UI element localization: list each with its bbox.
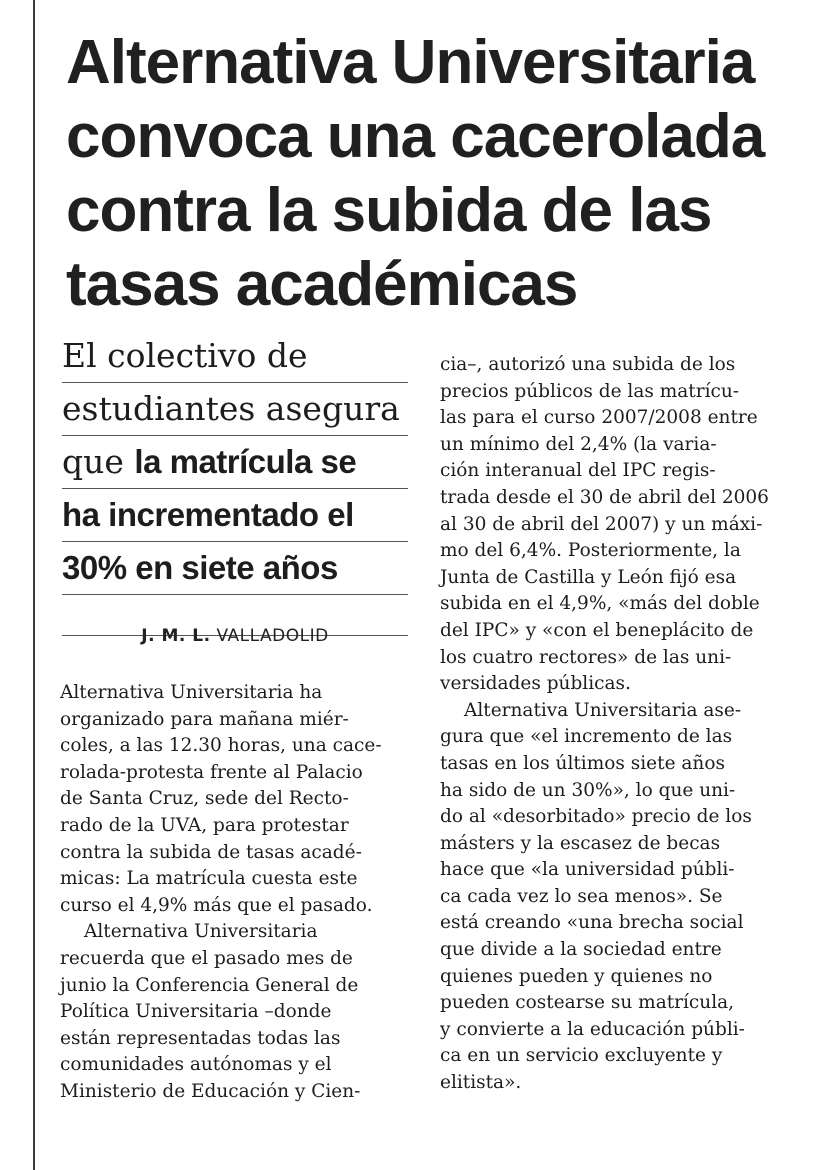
headline xyxy=(66,26,806,322)
body-line: hace que «la universidad públi- xyxy=(440,859,735,881)
body-line: contra la subida de tasas acadé- xyxy=(60,841,362,863)
body-line: trada desde el 30 de abril del 2006 xyxy=(440,486,769,508)
body-line: rolada-protesta frente al Palacio xyxy=(60,761,363,783)
body-line: Política Universitaria –donde xyxy=(60,1001,332,1023)
body-line: recuerda que el pasado mes de xyxy=(60,947,353,969)
body-column-right xyxy=(440,352,776,1097)
column-rule xyxy=(33,0,35,1170)
body-line: organizado para mañana miér- xyxy=(60,708,349,730)
body-line: Junta de Castilla y León fijó esa xyxy=(440,566,737,588)
body-line: Alternativa Universitaria ase- xyxy=(464,699,742,721)
body-line: ca en un servicio excluyente y xyxy=(440,1045,723,1067)
body-line: do al «desorbitado» precio de los xyxy=(440,806,752,828)
body-line: de Santa Cruz, sede del Recto- xyxy=(60,788,349,810)
subheadline-emphasis: 30% en siete años xyxy=(62,549,338,586)
subheadline-text: que xyxy=(62,442,135,481)
body-line: elitista». xyxy=(440,1072,522,1094)
body-line: subida en el 4,9%, «más del doble xyxy=(440,593,760,615)
body-line: precios públicos de las matrícu- xyxy=(440,380,740,402)
body-line: gura que «el incremento de las xyxy=(440,726,733,748)
byline-place: VALLADOLID xyxy=(216,626,329,646)
body-line: Ministerio de Educación y Cien- xyxy=(60,1080,361,1102)
subheadline-line xyxy=(62,330,408,383)
body-line: rado de la UVA, para protestar xyxy=(60,814,349,836)
body-line: los cuatro rectores» de las uni- xyxy=(440,646,732,668)
byline-author: J. M. L. xyxy=(141,626,211,646)
subheadline-line xyxy=(62,542,408,595)
headline-line: Alternativa Universitaria xyxy=(66,28,755,97)
body-line: ca cada vez lo sea menos». Se xyxy=(440,885,723,907)
body-line: ción interanual del IPC regis- xyxy=(440,460,716,482)
byline xyxy=(62,626,408,646)
subheadline-emphasis: ha incrementado el xyxy=(62,496,354,533)
body-line: las para el curso 2007/2008 entre xyxy=(440,407,758,429)
body-line: comunidades autónomas y el xyxy=(60,1054,332,1076)
body-line: del IPC» y «con el beneplácito de xyxy=(440,619,754,641)
body-line: Alternativa Universitaria xyxy=(84,921,318,943)
body-line: másters y la escasez de becas xyxy=(440,832,721,854)
body-line: curso el 4,9% más que el pasado. xyxy=(60,894,373,916)
body-column-left xyxy=(60,680,400,1106)
body-line: están representadas todas las xyxy=(60,1027,341,1049)
body-line: ha sido de un 30%», lo que uni- xyxy=(440,779,736,801)
body-line: micas: La matrícula cuesta este xyxy=(60,868,358,890)
body-line: coles, a las 12.30 horas, una cace- xyxy=(60,735,382,757)
body-line: junio la Conferencia General de xyxy=(60,974,359,996)
subheadline-emphasis: la matrícula se xyxy=(134,443,357,480)
body-line: pueden costearse su matrícula, xyxy=(440,992,735,1014)
subheadline-text: estudiantes asegura xyxy=(62,389,400,428)
subheadline-line xyxy=(62,489,408,542)
subheadline-line xyxy=(62,436,408,489)
subheadline-text: El colectivo de xyxy=(62,336,308,375)
body-line: versidades públicas. xyxy=(440,673,631,695)
body-line: Alternativa Universitaria ha xyxy=(60,682,323,703)
body-line: cia–, autorizó una subida de los xyxy=(440,354,736,375)
body-line: mo del 6,4%. Posteriormente, la xyxy=(440,540,741,562)
body-line: que divide a la sociedad entre xyxy=(440,939,722,961)
body-line: y convierte a la educación públi- xyxy=(440,1018,745,1040)
subheadline-line xyxy=(62,383,408,436)
headline-line: tasas académicas xyxy=(66,250,578,319)
body-line: quienes pueden y quienes no xyxy=(440,965,713,987)
body-line: está creando «una brecha social xyxy=(440,912,744,934)
headline-line: contra la subida de las xyxy=(66,176,712,245)
body-line: al 30 de abril del 2007) y un máxi- xyxy=(440,513,763,535)
body-line: un mínimo del 2,4% (la varia- xyxy=(440,433,717,455)
body-line: tasas en los últimos siete años xyxy=(440,752,725,774)
headline-line: convoca una cacerolada xyxy=(66,102,765,171)
subheadline xyxy=(62,330,408,636)
